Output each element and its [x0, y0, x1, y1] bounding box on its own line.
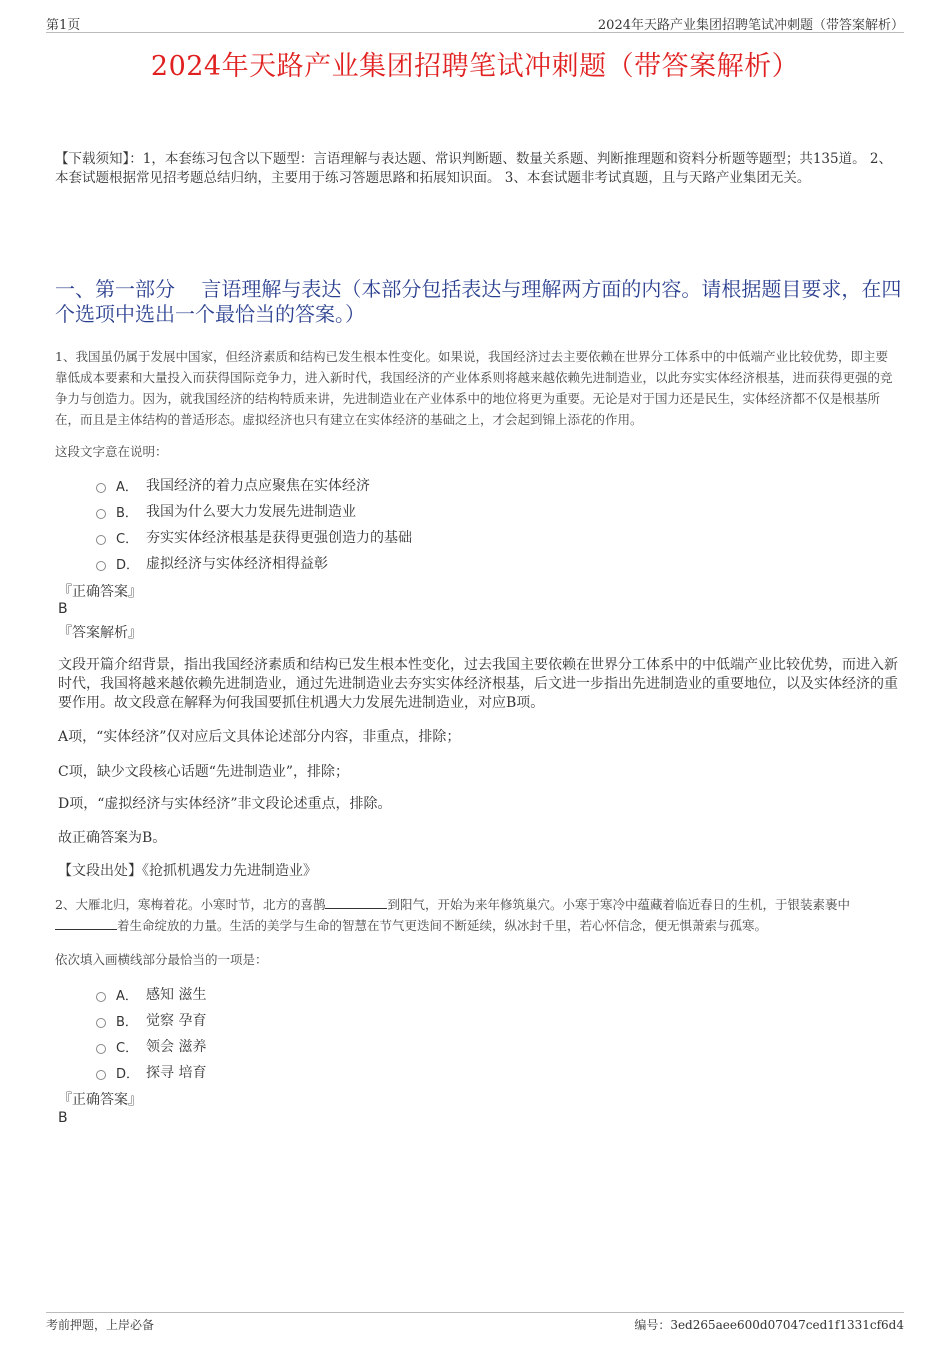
- option-d[interactable]: [96, 550, 412, 576]
- footer-slogan: 考前押题，上岸必备: [46, 1318, 155, 1332]
- question-2-text-part3: 着生命绽放的力量。生活的美学与生命的智慧在节气更迭间不断延续，纵冰封千里，若心怀信念，便无惧萧索与孤寒。: [117, 918, 768, 933]
- option-text: 夯实实体经济根基是获得更强创造力的基础: [146, 530, 412, 546]
- option-d[interactable]: [96, 1059, 206, 1085]
- question-2-options: [96, 981, 206, 1085]
- section-title: 一、第一部分 言语理解与表达（本部分包括表达与理解两方面的内容。请根据题目要求，在四个选项中选出一个最恰当的答案。）: [55, 277, 902, 326]
- option-b[interactable]: [96, 1007, 206, 1033]
- question-2-text: [55, 894, 900, 936]
- radio-icon[interactable]: [96, 483, 106, 493]
- analysis-text: 文段开篇介绍背景，指出我国经济素质和结构已发生根本性变化，过去我国主要依赖在世界分工体系中的中低端产业比较优势，而进入新时代，我国将越来越依赖先进制造业，通过先进制造业去夯实实体经济根基，后文进一步指出先进制造业的重要地位，以及实体经济的重要作用。故文段意在解释为何我国要抓住机遇大力发展先进制造业，对应B项。: [58, 657, 898, 711]
- radio-icon[interactable]: [96, 535, 106, 545]
- page-footer: [46, 1312, 904, 1332]
- option-text: 感知 滋生: [146, 987, 207, 1003]
- answer-value: B: [58, 601, 68, 617]
- option-letter: D．: [116, 557, 140, 573]
- download-notice: 【下载须知】：1，本套练习包含以下题型：言语理解与表达题、常识判断题、数量关系题、判断推理题和资料分析题等题型；共135道。 2、本套试题根据常见招考题总结归纳，主要用于练习答题思路和拓展知识面。 3、本套试题非考试真题，且与天路产业集团无关。: [55, 151, 892, 186]
- analysis-line-d: D项，“虚拟经济与实体经济”非文段论述重点，排除。: [58, 796, 392, 812]
- analysis-label: 『答案解析』: [58, 625, 142, 641]
- answer-label: 『正确答案』: [58, 1092, 142, 1108]
- fill-blank-2: [55, 917, 117, 930]
- option-a[interactable]: [96, 981, 206, 1007]
- question-1-options: [96, 472, 412, 576]
- option-text: 领会 滋养: [146, 1039, 207, 1055]
- page-header: [46, 14, 904, 33]
- option-letter: C．: [116, 531, 139, 547]
- option-text: 探寻 培育: [146, 1065, 207, 1081]
- page-number: 第1页: [46, 18, 81, 33]
- radio-icon[interactable]: [96, 561, 106, 571]
- option-letter: C．: [116, 1040, 139, 1056]
- option-a[interactable]: [96, 472, 412, 498]
- footer-serial: 编号：3ed265aee600d07047ced1f1331cf6d4: [634, 1318, 904, 1332]
- option-letter: A．: [116, 988, 138, 1004]
- option-c[interactable]: [96, 1033, 206, 1059]
- question-2-text-part1: 2、大雁北归，寒梅着花。小寒时节，北方的喜鹊: [55, 897, 326, 912]
- radio-icon[interactable]: [96, 1018, 106, 1028]
- radio-icon[interactable]: [96, 509, 106, 519]
- option-letter: D．: [116, 1066, 140, 1082]
- question-1-text: 1、我国虽仍属于发展中国家，但经济素质和结构已发生根本性变化。如果说，我国经济过去主要依赖在世界分工体系中的中低端产业比较优势，即主要靠低成本要素和大量投入而获得国际竞争力，进入新时代，我国经济的产业体系则将越来越依赖先进制造业，以此夯实实体经济根基，进而获得更强的竞争力与创造力。因为，就我国经济的结构特质来讲，先进制造业在产业体系中的地位将更为重要。无论是对于国力还是民生，实体经济都不仅是根基所在，而且是主体结构的普适形态。虚拟经济也只有建立在实体经济的基础之上，才会起到锦上添花的作用。: [55, 349, 893, 427]
- question-2-prompt: 依次填入画横线部分最恰当的一项是：: [55, 952, 268, 967]
- option-b[interactable]: [96, 498, 412, 524]
- page-title: 2024年天路产业集团招聘笔试冲刺题（带答案解析）: [150, 51, 800, 82]
- analysis-line-a: A项，“实体经济”仅对应后文具体论述部分内容，非重点，排除；: [58, 729, 461, 745]
- option-letter: B．: [116, 505, 138, 521]
- answer-label: 『正确答案』: [58, 584, 142, 600]
- option-text: 我国经济的着力点应聚焦在实体经济: [146, 478, 370, 494]
- header-doc-title: 2024年天路产业集团招聘笔试冲刺题（带答案解析）: [597, 18, 904, 33]
- radio-icon[interactable]: [96, 1070, 106, 1080]
- radio-icon[interactable]: [96, 992, 106, 1002]
- radio-icon[interactable]: [96, 1044, 106, 1054]
- fill-blank-1: [325, 896, 387, 909]
- question-1-prompt: 这段文字意在说明：: [55, 444, 168, 459]
- option-letter: A．: [116, 479, 138, 495]
- option-text: 虚拟经济与实体经济相得益彰: [146, 556, 328, 572]
- option-c[interactable]: [96, 524, 412, 550]
- option-text: 觉察 孕育: [146, 1013, 207, 1029]
- analysis-conclusion: 故正确答案为B。: [58, 830, 167, 846]
- text-source: 【文段出处】《抢抓机遇发力先进制造业》: [58, 863, 317, 879]
- option-letter: B．: [116, 1014, 138, 1030]
- option-text: 我国为什么要大力发展先进制造业: [146, 504, 356, 520]
- question-2-text-part2: 到阳气，开始为来年修筑巢穴。小寒于寒冷中蕴藏着临近春日的生机，于银装素裹中: [387, 897, 850, 912]
- answer-value: B: [58, 1110, 68, 1126]
- analysis-line-c: C项，缺少文段核心话题“先进制造业”，排除；: [58, 764, 350, 780]
